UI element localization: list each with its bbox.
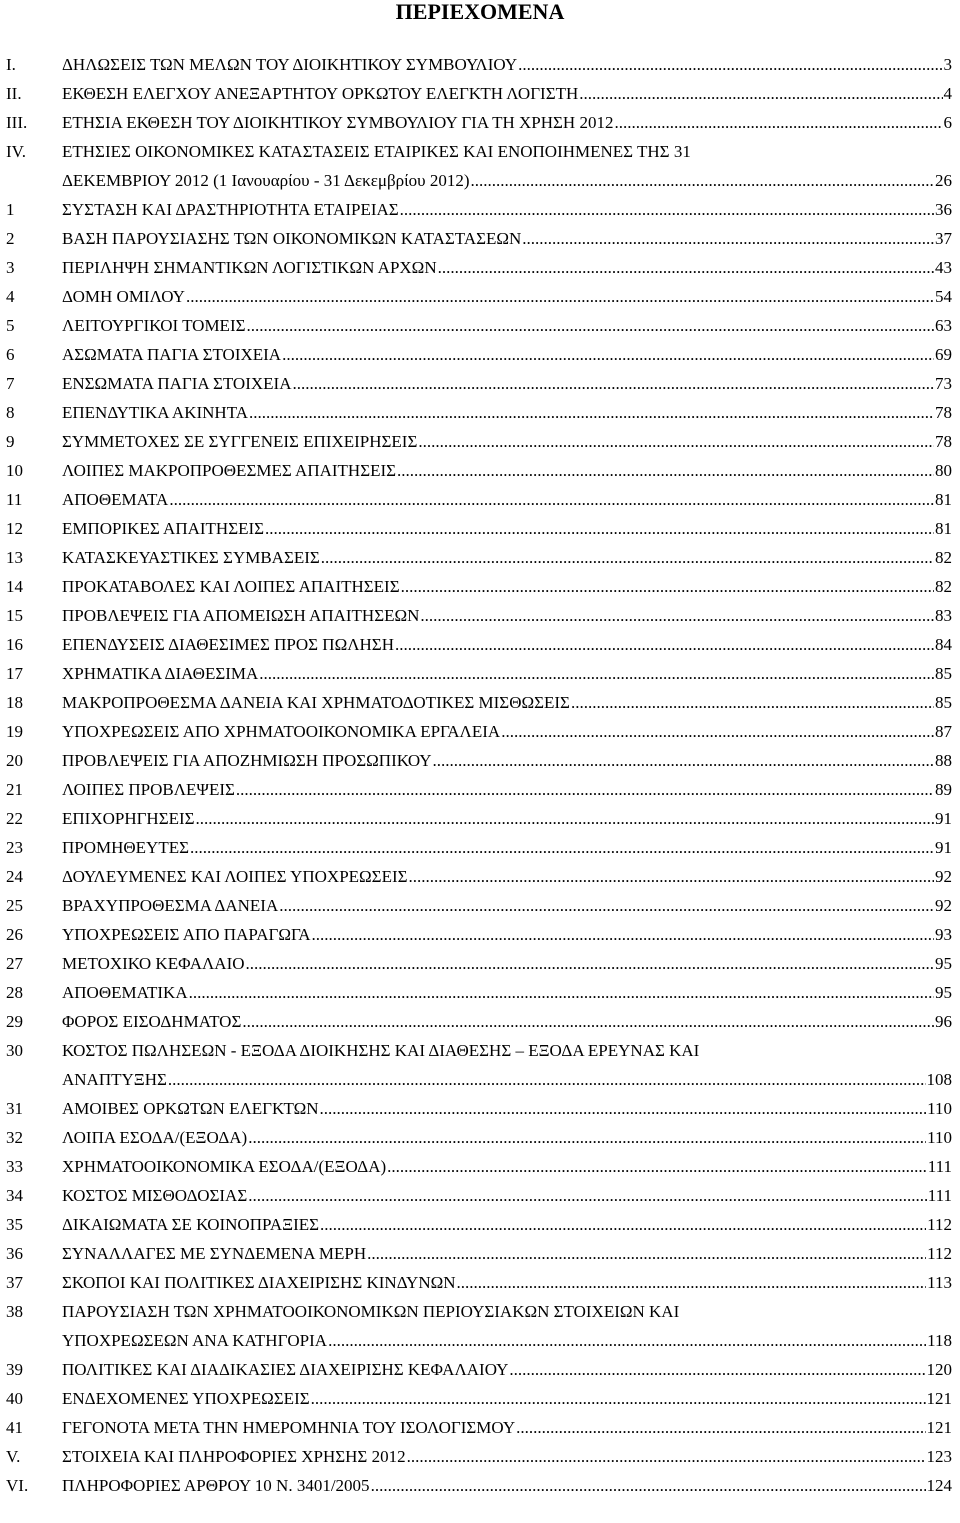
toc-entry-title: ΦΟΡΟΣ ΕΙΣΟΔΗΜΑΤΟΣ <box>62 1012 242 1031</box>
toc-entry-number: 31 <box>6 1099 23 1118</box>
toc-entry[interactable] <box>0 1471 960 1500</box>
toc-entry-title: ΜΑΚΡΟΠΡΟΘΕΣΜΑ ΔΑΝΕΙΑ ΚΑΙ ΧΡΗΜΑΤΟΔΟΤΙΚΕΣ ΜΙΣΘΩΣΕΙΣ <box>62 693 570 712</box>
toc-entry-title: ΒΑΣΗ ΠΑΡΟΥΣΙΑΣΗΣ ΤΩΝ ΟΙΚΟΝΟΜΙΚΩΝ ΚΑΤΑΣΤΑΣΕΩΝ <box>62 229 522 248</box>
toc-page-number: 88 <box>935 751 952 770</box>
toc-entry-title: ΠΡΟΚΑΤΑΒΟΛΕΣ ΚΑΙ ΛΟΙΠΕΣ ΑΠΑΙΤΗΣΕΙΣ <box>62 577 400 596</box>
dot-leader <box>328 1326 926 1355</box>
toc-page-number: 89 <box>935 780 952 799</box>
toc-entry[interactable] <box>0 1239 960 1268</box>
toc-entry-number: 15 <box>6 606 23 625</box>
toc-page-number: 112 <box>927 1244 952 1263</box>
dot-leader <box>395 630 934 659</box>
toc-entry-title: ΑΠΟΘΕΜΑΤΑ <box>62 490 169 509</box>
toc-entry[interactable] <box>0 949 960 978</box>
dot-leader <box>321 543 934 572</box>
toc-entry-title: ΠΟΛΙΤΙΚΕΣ ΚΑΙ ΔΙΑΔΙΚΑΣΙΕΣ ΔΙΑΧΕΙΡΙΣΗΣ ΚΕΦΑΛΑΙΟΥ <box>62 1360 509 1379</box>
toc-entry-number: 40 <box>6 1389 23 1408</box>
toc-entry-title: ΕΠΙΧΟΡΗΓΗΣΕΙΣ <box>62 809 195 828</box>
toc-entry-title: ΑΝΑΠΤΥΞΗΣ <box>62 1070 167 1089</box>
toc-entry[interactable] <box>0 369 960 398</box>
dot-leader <box>196 804 934 833</box>
toc-entry-number: 11 <box>6 490 23 509</box>
toc-entry-title: ΠΕΡΙΛΗΨΗ ΣΗΜΑΝΤΙΚΩΝ ΛΟΓΙΣΤΙΚΩΝ ΑΡΧΩΝ <box>62 258 437 277</box>
toc-entry-number: 1 <box>6 200 15 219</box>
toc-entry-number: I. <box>6 55 16 74</box>
toc-entry[interactable] <box>0 746 960 775</box>
toc-page-number: 120 <box>926 1360 952 1379</box>
toc-entry-number: 34 <box>6 1186 23 1205</box>
toc-page-number: 95 <box>935 954 952 973</box>
toc-page-number: 93 <box>935 925 952 944</box>
toc-page-number: 118 <box>927 1331 952 1350</box>
dot-leader <box>279 891 934 920</box>
toc-entry-title: ΥΠΟΧΡΕΩΣΕΩΝ ΑΝΑ ΚΑΤΗΓΟΡΙΑ <box>62 1331 328 1350</box>
toc-page-number: 6 <box>943 113 952 132</box>
toc-entry-number: 30 <box>6 1041 23 1060</box>
toc-entry-title: ΛΟΙΠΕΣ ΜΑΚΡΟΠΡΟΘΕΣΜΕΣ ΑΠΑΙΤΗΣΕΙΣ <box>62 461 397 480</box>
toc-entry-number: 9 <box>6 432 15 451</box>
toc-entry-number: 33 <box>6 1157 23 1176</box>
toc-entry-title: ΠΑΡΟΥΣΙΑΣΗ ΤΩΝ ΧΡΗΜΑΤΟΟΙΚΟΝΟΜΙΚΩΝ ΠΕΡΙΟΥΣΙΑΚΩΝ ΣΤΟΙΧΕΙΩΝ ΚΑΙ <box>62 1302 680 1321</box>
toc-entry-title: ΔΟΥΛΕΥΜΕΝΕΣ ΚΑΙ ΛΟΙΠΕΣ ΥΠΟΧΡΕΩΣΕΙΣ <box>62 867 408 886</box>
toc-entry-number: 18 <box>6 693 23 712</box>
toc-page-number: 78 <box>935 403 952 422</box>
toc-entry-title: ΠΛΗΡΟΦΟΡΙΕΣ ΑΡΘΡΟΥ 10 Ν. 3401/2005 <box>62 1476 370 1495</box>
toc-page-number: 85 <box>935 693 952 712</box>
toc-entry-number: 32 <box>6 1128 23 1147</box>
dot-leader <box>265 514 934 543</box>
toc-entry-title: ΕΤΗΣΙΑ ΕΚΘΕΣΗ ΤΟΥ ΔΙΟΙΚΗΤΙΚΟΥ ΣΥΜΒΟΥΛΙΟΥ ΓΙΑ ΤΗ ΧΡΗΣΗ 2012 <box>62 113 614 132</box>
toc-entry[interactable] <box>0 456 960 485</box>
toc-entry[interactable] <box>0 485 960 514</box>
dot-leader <box>311 920 934 949</box>
toc-entry[interactable] <box>0 1297 960 1326</box>
toc-entry-title: ΚΟΣΤΟΣ ΠΩΛΗΣΕΩΝ - ΕΞΟΔΑ ΔΙΟΙΚΗΣΗΣ ΚΑΙ ΔΙΑΘΕΣΗΣ – ΕΞΟΔΑ ΕΡΕΥΝΑΣ ΚΑΙ <box>62 1041 700 1060</box>
toc-entry[interactable] <box>0 1326 960 1355</box>
toc-entry[interactable] <box>0 1268 960 1297</box>
dot-leader <box>371 1471 926 1500</box>
toc-entry-number: 25 <box>6 896 23 915</box>
dot-leader <box>367 1239 926 1268</box>
dot-leader <box>433 746 934 775</box>
toc-entry-title: ΜΕΤΟΧΙΚΟ ΚΕΦΑΛΑΙΟ <box>62 954 245 973</box>
dot-leader <box>387 1152 927 1181</box>
toc-entry[interactable] <box>0 514 960 543</box>
toc-entry-number: 7 <box>6 374 15 393</box>
dot-leader <box>401 572 934 601</box>
toc-entry-title: ΔΕΚΕΜΒΡΙΟΥ 2012 (1 Ιανουαρίου - 31 Δεκεμβρίου 2012) <box>62 171 470 190</box>
toc-entry[interactable] <box>0 1036 960 1065</box>
toc-entry-number: 21 <box>6 780 23 799</box>
toc-entry[interactable] <box>0 688 960 717</box>
toc-entry[interactable] <box>0 398 960 427</box>
dot-leader <box>249 398 934 427</box>
toc-entry-number: 19 <box>6 722 23 741</box>
toc-entry-title: ΛΕΙΤΟΥΡΓΙΚΟΙ ΤΟΜΕΙΣ <box>62 316 246 335</box>
toc-page-number: 81 <box>935 519 952 538</box>
toc-entry-number: 2 <box>6 229 15 248</box>
toc-entry-title: ΕΤΗΣΙΕΣ ΟΙΚΟΝΟΜΙΚΕΣ ΚΑΤΑΣΤΑΣΕΙΣ ΕΤΑΙΡΙΚΕΣ ΚΑΙ ΕΝΟΠΟΙΗΜΕΝΕΣ ΤΗΣ 31 <box>62 142 691 161</box>
toc-entry-number: 16 <box>6 635 23 654</box>
toc-entry[interactable] <box>0 543 960 572</box>
toc-entry-title: ΠΡΟΒΛΕΨΕΙΣ ΓΙΑ ΑΠΟΖΗΜΙΩΣΗ ΠΡΟΣΩΠΙΚΟΥ <box>62 751 432 770</box>
dot-leader <box>320 1210 926 1239</box>
toc-page-number: 84 <box>935 635 952 654</box>
toc-entry-title: ΚΑΤΑΣΚΕΥΑΣΤΙΚΕΣ ΣΥΜΒΑΣΕΙΣ <box>62 548 320 567</box>
toc-entry-title: ΕΜΠΟΡΙΚΕΣ ΑΠΑΙΤΗΣΕΙΣ <box>62 519 265 538</box>
dot-leader <box>522 224 934 253</box>
toc-entry-title: ΑΜΟΙΒΕΣ ΟΡΚΩΤΩΝ ΕΛΕΓΚΤΩΝ <box>62 1099 319 1118</box>
toc-entry-number: VI. <box>6 1476 29 1495</box>
toc-entry-title: ΕΠΕΝΔΥΣΕΙΣ ΔΙΑΘΕΣΙΜΕΣ ΠΡΟΣ ΠΩΛΗΣΗ <box>62 635 394 654</box>
toc-entry-title: ΠΡΟΜΗΘΕΥΤΕΣ <box>62 838 190 857</box>
toc-page-number: 83 <box>935 606 952 625</box>
toc-page-number: 110 <box>927 1128 952 1147</box>
toc-entry[interactable] <box>0 804 960 833</box>
dot-leader <box>420 601 934 630</box>
toc-page-number: 92 <box>935 867 952 886</box>
dot-leader <box>169 485 934 514</box>
toc-page-number: 80 <box>935 461 952 480</box>
toc-page-number: 82 <box>935 548 952 567</box>
toc-entry-number: 41 <box>6 1418 23 1437</box>
dot-leader <box>320 1094 927 1123</box>
toc-entry[interactable] <box>0 108 960 137</box>
dot-leader <box>509 1355 925 1384</box>
dot-leader <box>407 1442 926 1471</box>
toc-entry[interactable] <box>0 224 960 253</box>
dot-leader <box>438 253 934 282</box>
toc-entry-number: 24 <box>6 867 23 886</box>
toc-entry-number: 10 <box>6 461 23 480</box>
toc-entry-number: 5 <box>6 316 15 335</box>
toc-entry[interactable] <box>0 1123 960 1152</box>
toc-entry-number: 12 <box>6 519 23 538</box>
toc-page-number: 87 <box>935 722 952 741</box>
dot-leader <box>397 456 934 485</box>
toc-page-number: 4 <box>943 84 952 103</box>
dot-leader <box>516 1413 925 1442</box>
dot-leader <box>242 1007 934 1036</box>
toc-entry[interactable] <box>0 891 960 920</box>
toc-entry[interactable] <box>0 166 960 195</box>
toc-entry[interactable] <box>0 862 960 891</box>
dot-leader <box>292 369 934 398</box>
dot-leader <box>248 1123 926 1152</box>
toc-entry[interactable] <box>0 775 960 804</box>
toc-entry-number: 20 <box>6 751 23 770</box>
toc-entry-title: ΒΡΑΧΥΠΡΟΘΕΣΜΑ ΔΑΝΕΙΑ <box>62 896 279 915</box>
toc-page-number: 26 <box>935 171 952 190</box>
toc-entry-number: 37 <box>6 1273 23 1292</box>
toc-entry-title: ΓΕΓΟΝΟΤΑ ΜΕΤΑ ΤΗΝ ΗΜΕΡΟΜΗΝΙΑ ΤΟΥ ΙΣΟΛΟΓΙΣΜΟΥ <box>62 1418 516 1437</box>
table-of-contents <box>0 50 960 1500</box>
toc-entry-title: ΛΟΙΠΕΣ ΠΡΟΒΛΕΨΕΙΣ <box>62 780 235 799</box>
toc-page-number: 69 <box>935 345 952 364</box>
dot-leader <box>311 1384 926 1413</box>
toc-entry[interactable] <box>0 50 960 79</box>
toc-page-number: 91 <box>935 838 952 857</box>
toc-page-number: 81 <box>935 490 952 509</box>
toc-entry-title: ΑΠΟΘΕΜΑΤΙΚΑ <box>62 983 188 1002</box>
page-title: ΠΕΡΙΕΧΟΜΕΝΑ <box>395 0 565 24</box>
toc-entry[interactable] <box>0 1094 960 1123</box>
dot-leader <box>579 79 942 108</box>
toc-page-number: 113 <box>927 1273 952 1292</box>
toc-page-number: 91 <box>935 809 952 828</box>
dot-leader <box>409 862 934 891</box>
toc-entry[interactable] <box>0 1065 960 1094</box>
toc-entry-title: ΕΚΘΕΣΗ ΕΛΕΓΧΟΥ ΑΝΕΞΑΡΤΗΤΟΥ ΟΡΚΩΤΟΥ ΕΛΕΓΚΤΗ ΛΟΓΙΣΤΗ <box>62 84 579 103</box>
toc-page-number: 96 <box>935 1012 952 1031</box>
dot-leader <box>236 775 934 804</box>
toc-entry-title: ΕΝΔΕΧΟΜΕΝΕΣ ΥΠΟΧΡΕΩΣΕΙΣ <box>62 1389 310 1408</box>
toc-entry-number: 28 <box>6 983 23 1002</box>
toc-entry-title: ΠΡΟΒΛΕΨΕΙΣ ΓΙΑ ΑΠΟΜΕΙΩΣΗ ΑΠΑΙΤΗΣΕΩΝ <box>62 606 420 625</box>
toc-page-number: 124 <box>926 1476 952 1495</box>
dot-leader <box>282 340 934 369</box>
toc-entry-title: ΔΟΜΗ ΟΜΙΛΟΥ <box>62 287 185 306</box>
toc-entry[interactable] <box>0 601 960 630</box>
toc-page-number: 78 <box>935 432 952 451</box>
toc-page-number: 95 <box>935 983 952 1002</box>
toc-entry-number: 3 <box>6 258 15 277</box>
toc-page-number: 108 <box>926 1070 952 1089</box>
toc-entry[interactable] <box>0 978 960 1007</box>
toc-entry-number: 4 <box>6 287 15 306</box>
toc-page-number: 92 <box>935 896 952 915</box>
toc-page-number: 121 <box>926 1418 952 1437</box>
dot-leader <box>168 1065 926 1094</box>
toc-entry-title: ΔΗΛΩΣΕΙΣ ΤΩΝ ΜΕΛΩΝ ΤΟΥ ΔΙΟΙΚΗΤΙΚΟΥ ΣΥΜΒΟΥΛΙΟΥ <box>62 55 518 74</box>
toc-entry-number: 36 <box>6 1244 23 1263</box>
toc-entry[interactable] <box>0 1413 960 1442</box>
toc-entry[interactable] <box>0 1442 960 1471</box>
toc-entry[interactable] <box>0 1007 960 1036</box>
toc-entry-number: 13 <box>6 548 23 567</box>
toc-entry[interactable] <box>0 572 960 601</box>
toc-page-number: 85 <box>935 664 952 683</box>
toc-page-number: 121 <box>926 1389 952 1408</box>
toc-entry-number: 38 <box>6 1302 23 1321</box>
toc-page-number: 54 <box>935 287 952 306</box>
dot-leader <box>614 108 942 137</box>
toc-page-number: 73 <box>935 374 952 393</box>
toc-page-number: 3 <box>943 55 952 74</box>
toc-entry[interactable] <box>0 195 960 224</box>
toc-entry-title: ΣΤΟΙΧΕΙΑ ΚΑΙ ΠΛΗΡΟΦΟΡΙΕΣ ΧΡΗΣΗΣ 2012 <box>62 1447 406 1466</box>
toc-entry-title: ΣΚΟΠΟΙ ΚΑΙ ΠΟΛΙΤΙΚΕΣ ΔΙΑΧΕΙΡΙΣΗΣ ΚΙΝΔΥΝΩΝ <box>62 1273 456 1292</box>
toc-entry[interactable] <box>0 920 960 949</box>
toc-entry-title: ΚΟΣΤΟΣ ΜΙΣΘΟΔΟΣΙΑΣ <box>62 1186 248 1205</box>
toc-entry-number: 39 <box>6 1360 23 1379</box>
toc-page-number: 63 <box>935 316 952 335</box>
dot-leader <box>571 688 934 717</box>
toc-page-number: 43 <box>935 258 952 277</box>
toc-entry-title: ΣΥΣΤΑΣΗ ΚΑΙ ΔΡΑΣΤΗΡΙΟΤΗΤΑ ΕΤΑΙΡΕΙΑΣ <box>62 200 399 219</box>
toc-entry-title: ΛΟΙΠΑ ΕΣΟΔΑ/(ΕΞΟΔΑ) <box>62 1128 248 1147</box>
toc-page-number: 111 <box>927 1157 952 1176</box>
toc-page-number: 82 <box>935 577 952 596</box>
toc-entry[interactable] <box>0 717 960 746</box>
toc-entry-number: 26 <box>6 925 23 944</box>
toc-entry[interactable] <box>0 1210 960 1239</box>
toc-entry[interactable] <box>0 282 960 311</box>
toc-entry[interactable] <box>0 137 960 166</box>
dot-leader <box>457 1268 927 1297</box>
toc-page-number: 111 <box>927 1186 952 1205</box>
dot-leader <box>518 50 942 79</box>
toc-page-number: 123 <box>926 1447 952 1466</box>
toc-entry[interactable] <box>0 833 960 862</box>
toc-entry-title: ΧΡΗΜΑΤΟΟΙΚΟΝΟΜΙΚΑ ΕΣΟΔΑ/(ΕΞΟΔΑ) <box>62 1157 387 1176</box>
toc-entry-number: 14 <box>6 577 23 596</box>
dot-leader <box>400 195 934 224</box>
dot-leader <box>471 166 935 195</box>
toc-entry-number: 17 <box>6 664 23 683</box>
dot-leader <box>248 1181 927 1210</box>
toc-entry-number: 8 <box>6 403 15 422</box>
toc-entry-title: ΕΝΣΩΜΑΤΑ ΠΑΓΙΑ ΣΤΟΙΧΕΙΑ <box>62 374 292 393</box>
toc-entry-title: ΑΣΩΜΑΤΑ ΠΑΓΙΑ ΣΤΟΙΧΕΙΑ <box>62 345 282 364</box>
toc-entry[interactable] <box>0 659 960 688</box>
toc-entry[interactable] <box>0 1181 960 1210</box>
toc-entry-number: 29 <box>6 1012 23 1031</box>
toc-entry[interactable] <box>0 253 960 282</box>
dot-leader <box>501 717 934 746</box>
toc-entry[interactable] <box>0 630 960 659</box>
dot-leader <box>247 311 935 340</box>
toc-entry-number: IV. <box>6 142 26 161</box>
dot-leader <box>190 833 934 862</box>
toc-page-number: 112 <box>927 1215 952 1234</box>
dot-leader <box>186 282 934 311</box>
toc-entry-number: 35 <box>6 1215 23 1234</box>
toc-entry-title: ΣΥΜΜΕΤΟΧΕΣ ΣΕ ΣΥΓΓΕΝΕΙΣ ΕΠΙΧΕΙΡΗΣΕΙΣ <box>62 432 418 451</box>
toc-entry-number: 22 <box>6 809 23 828</box>
toc-entry-title: ΔΙΚΑΙΩΜΑΤΑ ΣΕ ΚΟΙΝΟΠΡΑΞΙΕΣ <box>62 1215 320 1234</box>
dot-leader <box>189 978 934 1007</box>
toc-entry-title: ΥΠΟΧΡΕΩΣΕΙΣ ΑΠΟ ΠΑΡΑΓΩΓΑ <box>62 925 311 944</box>
toc-entry-title: ΥΠΟΧΡΕΩΣΕΙΣ ΑΠΟ ΧΡΗΜΑΤΟΟΙΚΟΝΟΜΙΚΑ ΕΡΓΑΛΕΙΑ <box>62 722 501 741</box>
toc-entry[interactable] <box>0 311 960 340</box>
toc-entry[interactable] <box>0 79 960 108</box>
toc-entry[interactable] <box>0 1152 960 1181</box>
toc-entry[interactable] <box>0 1355 960 1384</box>
toc-entry-title: ΣΥΝΑΛΛΑΓΕΣ ΜΕ ΣΥΝΔΕΜΕΝΑ ΜΕΡΗ <box>62 1244 367 1263</box>
dot-leader <box>259 659 934 688</box>
toc-entry-number: II. <box>6 84 22 103</box>
toc-entry-title: ΧΡΗΜΑΤΙΚΑ ΔΙΑΘΕΣΙΜΑ <box>62 664 259 683</box>
toc-entry-number: III. <box>6 113 28 132</box>
dot-leader <box>418 427 934 456</box>
toc-entry-number: 23 <box>6 838 23 857</box>
toc-page-number: 36 <box>935 200 952 219</box>
dot-leader <box>246 949 934 978</box>
toc-page-number: 110 <box>927 1099 952 1118</box>
toc-entry[interactable] <box>0 1384 960 1413</box>
toc-entry[interactable] <box>0 340 960 369</box>
toc-entry[interactable] <box>0 427 960 456</box>
toc-entry-title: ΕΠΕΝΔΥΤΙΚΑ ΑΚΙΝΗΤΑ <box>62 403 248 422</box>
toc-entry-number: V. <box>6 1447 21 1466</box>
toc-page-number: 37 <box>935 229 952 248</box>
toc-entry-number: 6 <box>6 345 15 364</box>
toc-entry-number: 27 <box>6 954 23 973</box>
